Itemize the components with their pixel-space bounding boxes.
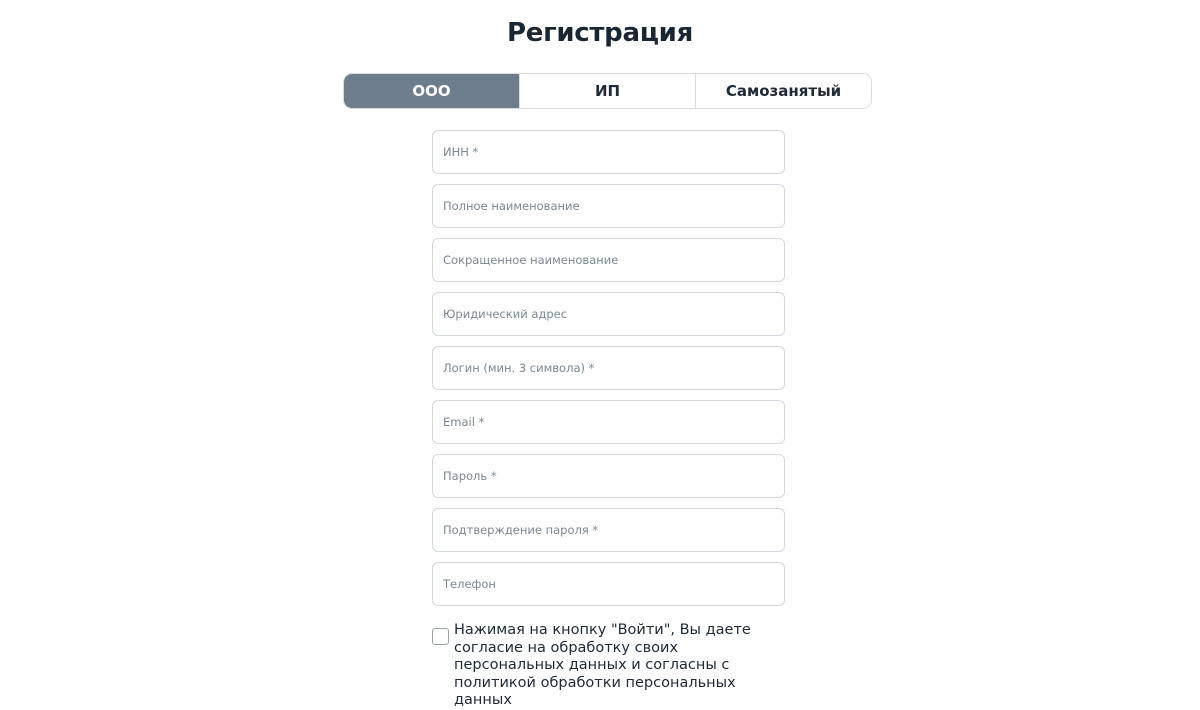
consent-text: Нажимая на кнопку "Войти", Вы даете согласие на обработку своих персональных данных и согласны с политикой обработки персональных данных [454, 622, 751, 708]
full-name-field[interactable] [432, 184, 785, 228]
login-field[interactable] [432, 346, 785, 390]
phone-field[interactable] [432, 562, 785, 606]
tab-self-employed[interactable]: Самозанятый [695, 74, 871, 108]
consent-checkbox[interactable] [432, 628, 449, 645]
registration-form [432, 130, 785, 710]
tab-ooo[interactable]: ООО [344, 74, 519, 108]
inn-field[interactable] [432, 130, 785, 174]
password-confirm-field[interactable] [432, 508, 785, 552]
entity-type-tabs [343, 73, 872, 109]
tab-ip[interactable]: ИП [519, 74, 695, 108]
short-name-field[interactable] [432, 238, 785, 282]
password-field[interactable] [432, 454, 785, 498]
legal-address-field[interactable] [432, 292, 785, 336]
email-field[interactable] [432, 400, 785, 444]
consent-row [432, 616, 785, 710]
page-title: Регистрация [506, 18, 693, 48]
